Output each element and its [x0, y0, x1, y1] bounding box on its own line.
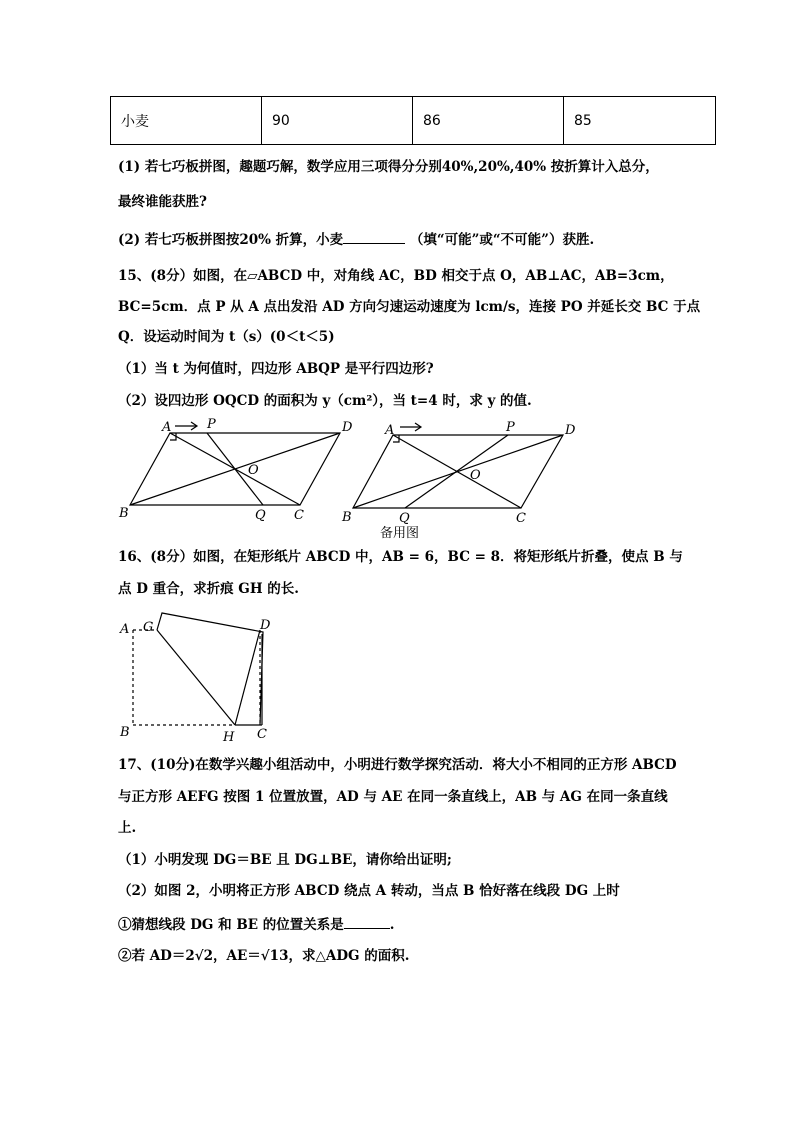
- q16-figure: [115, 605, 285, 750]
- label-P: P: [207, 417, 216, 432]
- q14-part1-line1: (1) 若七巧板拼图，趣题巧解，数学应用三项得分分别40%,20%,40% 按折算计入总分，: [118, 159, 659, 175]
- label-A: A: [162, 420, 172, 435]
- table-cell: 小麦: [111, 97, 262, 145]
- label-C: C: [294, 508, 304, 523]
- label-A: A: [120, 622, 130, 637]
- table-cell: 86: [413, 97, 564, 145]
- answer-blank: [343, 229, 405, 244]
- q17-sub2: （2）如图 2，小明将正方形 ABCD 绕点 A 转动，当点 B 恰好落在线段 DG 上时: [118, 883, 620, 899]
- label-B: B: [120, 725, 130, 740]
- q16-line2: 点 D 重合，求折痕 GH 的长.: [118, 581, 299, 597]
- q17-sub3: [118, 914, 394, 935]
- score-table: [110, 96, 716, 145]
- label-D: D: [565, 423, 576, 438]
- label-B: B: [119, 506, 129, 521]
- q15-figure-1: [110, 415, 360, 525]
- label-D: D: [342, 420, 353, 435]
- label-O: O: [470, 468, 481, 483]
- q15-figure-2: [338, 415, 588, 545]
- q14-part2-text: (2) 若七巧板拼图按20% 折算，小麦: [118, 232, 344, 248]
- label-C: C: [516, 511, 526, 526]
- q14-part1-line2: 最终谁能获胜?: [118, 194, 207, 210]
- table-cell: 85: [564, 97, 716, 145]
- label-Q: Q: [255, 508, 266, 523]
- q17-line1: 17、(10分)在数学兴趣小组活动中，小明进行数学探究活动．将大小不相同的正方形 ABCD: [118, 757, 677, 773]
- q16-line1: 16、(8分）如图，在矩形纸片 ABCD 中，AB = 6，BC = 8．将矩形纸片折叠，使点 B 与: [118, 549, 683, 565]
- figure-caption: 备用图: [380, 526, 420, 541]
- q15-line3: Q．设运动时间为 t（s）(0＜t＜5): [118, 329, 335, 345]
- q14-part2-text-end: （填“可能”或“不可能”）获胜.: [409, 232, 595, 248]
- label-C: C: [257, 727, 267, 742]
- q17-line2: 与正方形 AEFG 按图 1 位置放置，AD 与 AE 在同一条直线上，AB 与 AG 在同一条直线: [118, 789, 668, 805]
- label-Q: Q: [399, 511, 410, 526]
- table-cell: 90: [262, 97, 413, 145]
- q14-part2: [118, 229, 594, 250]
- q17-sub4: ②若 AD＝2√2，AE＝√13，求△ADG 的面积.: [118, 948, 410, 964]
- label-D: D: [260, 618, 271, 633]
- table-row: [111, 97, 716, 145]
- label-O: O: [248, 463, 259, 478]
- q17-line3: 上.: [118, 820, 137, 836]
- label-H: H: [223, 730, 235, 745]
- q15-line2: BC=5cm．点 P 从 A 点出发沿 AD 方向匀速运动速度为 lcm/s，连接 PO 并延长交 BC 于点: [118, 299, 701, 315]
- q15-sub2: （2）设四边形 OQCD 的面积为 y（cm²），当 t=4 时，求 y 的值.: [118, 393, 532, 409]
- q17-sub3-end: .: [389, 917, 395, 933]
- label-G: G: [143, 620, 154, 635]
- q17-sub1: （1）小明发现 DG＝BE 且 DG⊥BE，请你给出证明;: [118, 852, 452, 868]
- q15-line1: 15、(8分）如图，在▱ABCD 中，对角线 AC，BD 相交于点 O，AB⊥AC，AB=3cm，: [118, 268, 674, 284]
- answer-blank: [344, 914, 390, 929]
- q15-sub1: （1）当 t 为何值时，四边形 ABQP 是平行四边形?: [118, 361, 434, 377]
- q17-sub3-text: ①猜想线段 DG 和 BE 的位置关系是: [118, 917, 344, 933]
- label-P: P: [506, 420, 515, 435]
- label-A: A: [385, 423, 395, 438]
- label-B: B: [342, 510, 352, 525]
